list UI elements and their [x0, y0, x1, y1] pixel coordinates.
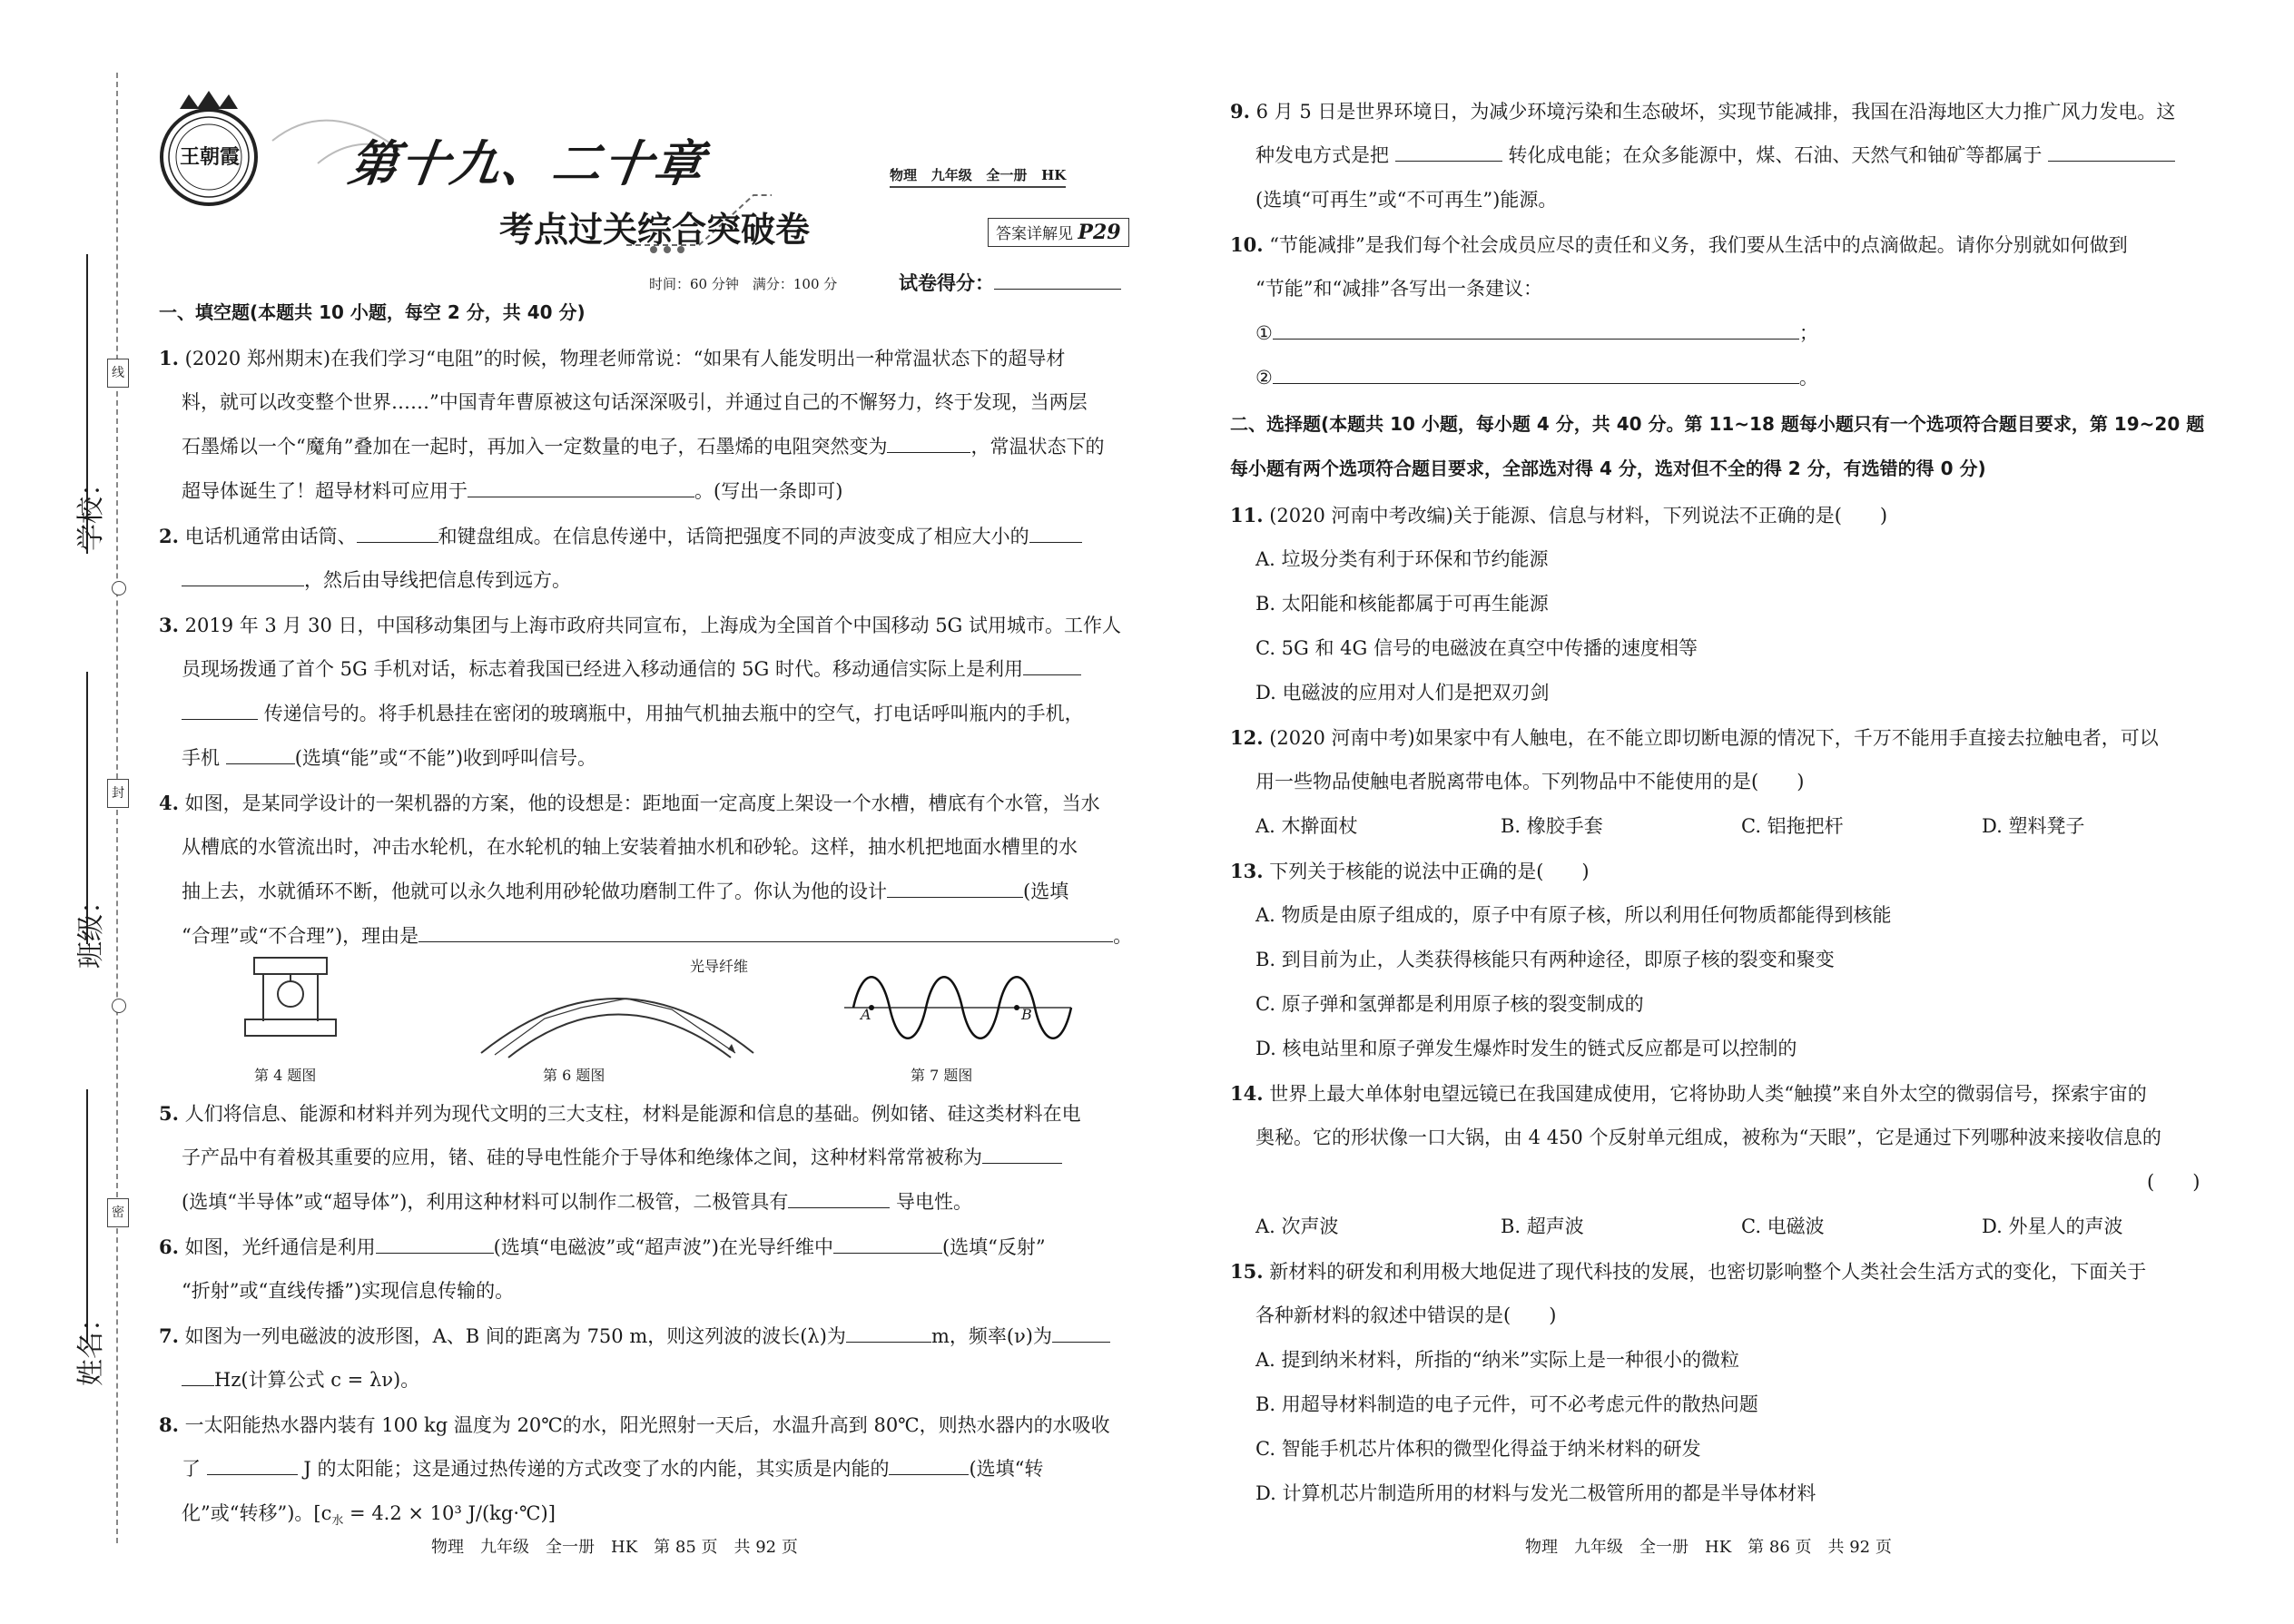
q3-line2: [182, 647, 1081, 692]
q1-line3: [182, 425, 1104, 469]
q11-option-a[interactable]: A. 垃圾分类有利于环保和节约能源: [1255, 548, 1549, 570]
q4-line3: [182, 870, 1068, 914]
q8-text-d: 化”或“转移”)。[c: [182, 1502, 332, 1524]
q2-text-b: 和键盘组成。在信息传递中，话筒把强度不同的声波变成了相应大小的: [438, 526, 1029, 547]
fig7-wave-diagram: [844, 958, 1089, 1058]
q-number: 8.: [159, 1413, 179, 1436]
q7-blank2b[interactable]: [182, 1365, 214, 1386]
q10-text-b: 。: [1798, 367, 1818, 389]
fig6-caption: 第 6 题图: [543, 1067, 605, 1084]
course-grade: 九年级: [930, 167, 972, 183]
q2: [159, 514, 1082, 559]
q1-blank2[interactable]: [468, 477, 694, 497]
q15-option-a[interactable]: A. 提到纳米材料，所指的“纳米”实际上是一种很小的微粒: [1255, 1349, 1739, 1371]
q-number: 1.: [159, 347, 179, 369]
q14-option-c[interactable]: C. 电磁波: [1741, 1216, 1825, 1237]
fig6-optical-fiber-diagram: [472, 962, 763, 1062]
q8-subscript: 水: [331, 1514, 344, 1529]
q5-text-c: 导电性。: [896, 1191, 973, 1213]
q3-line4: [182, 736, 596, 781]
q5-line2: [182, 1136, 1062, 1180]
answer-ref-text: 答案详解见: [996, 225, 1073, 243]
q7-text-b: m，频率(ν)为: [930, 1325, 1053, 1347]
q6: [159, 1225, 1046, 1270]
q9-line3: (选填“可再生”或“不可再生”)能源。: [1255, 189, 1558, 211]
q-number: 14.: [1230, 1082, 1264, 1105]
course-volume: 全一册: [986, 167, 1028, 183]
q3-line3: [182, 692, 1084, 736]
right-footer: 物理 九年级 全一册 HK 第 86 页 共 92 页: [1525, 1538, 1892, 1557]
course-subject: 物理: [890, 167, 918, 183]
q-number: 12.: [1230, 726, 1264, 749]
q9-blank1[interactable]: [1395, 141, 1502, 162]
q8-blank2[interactable]: [889, 1454, 969, 1475]
q5-line3: [182, 1180, 972, 1225]
q9: [1230, 89, 2175, 134]
q1-text-c: 超导体诞生了！超导材料可应用于: [182, 480, 468, 502]
score-label-text: 试卷得分：: [899, 271, 994, 294]
q9-text-a: 种发电方式是把: [1255, 144, 1389, 166]
q4-blank2[interactable]: [418, 921, 1113, 942]
q13-option-d[interactable]: D. 核电站里和原子弹发生爆炸时发生的链式反应都是可以控制的: [1255, 1038, 1797, 1059]
q15-option-c[interactable]: C. 智能手机芯片体积的微型化得益于纳米材料的研发: [1255, 1438, 1701, 1460]
answer-ref-page: P29: [1078, 221, 1121, 244]
chapter-title: 第十九、二十章: [345, 135, 709, 192]
time-info: 时间：60 分钟 满分：100 分: [649, 276, 838, 292]
q3-blank1b[interactable]: [182, 699, 258, 720]
q8-text-e: = 4.2 × 10³ J/(kg·℃)]: [343, 1502, 556, 1524]
q1-text-a: 石墨烯以一个“魔角”叠加在一起时，再加入一定数量的电子，石墨烯的电阻突然变为: [182, 436, 888, 458]
q13: [1230, 849, 1590, 894]
q1-line2: 料，就可以改变整个世界……”中国青年曹原被这句话深深吸引，并通过自己的不懈努力，终于发现，当两层: [182, 391, 1088, 413]
q1-blank1[interactable]: [887, 432, 970, 453]
seal-char-seal: 封: [107, 779, 129, 808]
section1-heading: 一、填空题(本题共 10 小题，每空 2 分，共 40 分): [159, 301, 586, 323]
q4-text-b: (选填: [1023, 881, 1069, 902]
q2-text-c: ，然后由导线把信息传到远方。: [304, 569, 571, 591]
q1-text-b: ，常温状态下的: [970, 436, 1105, 458]
school-label: 学校：: [75, 469, 107, 551]
q12-option-a[interactable]: A. 木擀面杖: [1255, 815, 1358, 837]
q1-line1: (2020 郑州期末)在我们学习“电阻”的时候，物理老师常说：“如果有人能发明出一种常温状态下的超导材: [184, 348, 1066, 369]
seal-char-line: 线: [107, 359, 129, 388]
seal-char-secret: 密: [107, 1198, 129, 1227]
q15-option-d[interactable]: D. 计算机芯片制造所用的材料与发光二极管所用的都是半导体材料: [1255, 1482, 1816, 1504]
q4-text-d: 。: [1113, 925, 1133, 947]
q11-option-c[interactable]: C. 5G 和 4G 信号的电磁波在真空中传播的速度相等: [1255, 637, 1698, 659]
q9-line1: 6 月 5 日是世界环境日，为减少环境污染和生态破坏，实现节能减排，我国在沿海地区大力推广风力发电。这: [1255, 101, 2176, 123]
q3-blank1a[interactable]: [1023, 655, 1081, 675]
q2-blank2a[interactable]: [1029, 522, 1082, 543]
q6-blank2[interactable]: [833, 1233, 942, 1254]
q7: [159, 1314, 1110, 1359]
q13-stem: 下列关于核能的说法中正确的是( ): [1269, 861, 1590, 882]
q12-stem-line1: (2020 河南中考)如果家中有人触电，在不能立即切断电源的情况下，千万不能用手直接去拉触电者，可以: [1269, 727, 2159, 749]
logo-text: 王朝霞: [180, 145, 241, 169]
q3-line1: 2019 年 3 月 30 日，中国移动集团与上海市政府共同宣布，上海成为全国首个中国移动 5G 试用城市。工作人: [184, 615, 1122, 636]
score-blank[interactable]: [994, 269, 1121, 290]
q12-option-c[interactable]: C. 铝拖把杆: [1741, 815, 1844, 837]
q3-blank2[interactable]: [226, 743, 295, 764]
q4-line2: 从槽底的水管流出时，冲击水轮机，在水轮机的轴上安装着抽水机和砂轮。这样，抽水机把地面水槽里的水: [182, 836, 1078, 858]
q3-text-d: (选填“能”或“不能”)收到呼叫信号。: [294, 747, 597, 769]
q5: [159, 1091, 1081, 1137]
q9-text-b: 转化成电能；在众多能源中，煤、石油、天然气和铀矿等都属于: [1508, 144, 2043, 166]
q3: [159, 603, 1121, 648]
q6-text-c: (选填“反射”: [941, 1236, 1046, 1258]
q4-text-c: “合理”或“不合理”)，理由是: [182, 925, 419, 947]
q11: [1230, 493, 1887, 538]
q7-blank2a[interactable]: [1052, 1322, 1110, 1343]
q-number: 2.: [159, 525, 179, 547]
q6-text-a: 如图，光纤通信是利用: [184, 1236, 376, 1258]
answer-reference: [988, 218, 1129, 247]
q15-option-b[interactable]: B. 用超导材料制造的电子元件，可不必考虑元件的散热问题: [1255, 1393, 1758, 1415]
fig7-point-a: A: [861, 1006, 871, 1023]
brand-logo: [154, 89, 263, 212]
q4-blank1[interactable]: [887, 877, 1023, 898]
q8-text-b: J 的太阳能；这是通过热传递的方式改变了水的内能，其实质是内能的: [303, 1458, 890, 1480]
q6-blank1[interactable]: [376, 1233, 494, 1254]
q6-text-b: (选填“电磁波”或“超声波”)在光导纤维中: [493, 1236, 833, 1258]
q5-text-a: 子产品中有着极其重要的应用，锗、硅的导电性能介于导体和绝缘体之间，这种材料常常被称为: [182, 1147, 982, 1168]
q14: [1230, 1071, 2147, 1117]
q7-text-a: 如图为一列电磁波的波形图，A、B 间的距离为 750 m，则这列波的波长(λ)为: [184, 1325, 846, 1347]
q13-option-c[interactable]: C. 原子弹和氢弹都是利用原子核的裂变制成的: [1255, 993, 1644, 1015]
q-number: 7.: [159, 1324, 179, 1347]
q-number: 15.: [1230, 1260, 1264, 1283]
q5-blank2[interactable]: [788, 1187, 890, 1208]
q14-option-a[interactable]: A. 次声波: [1255, 1216, 1339, 1237]
q3-text-a: 员现场拨通了首个 5G 手机对话，标志着我国已经进入移动通信的 5G 时代。移动通信实际上是利用: [182, 658, 1023, 680]
q10-mark1: ①: [1255, 322, 1273, 344]
q15-stem-line1: 新材料的研发和利用极大地促进了现代科技的发展，也密切影响整个人类社会生活方式的变化，下面关于: [1269, 1261, 2147, 1283]
q-number: 9.: [1230, 100, 1250, 123]
q-number: 10.: [1230, 233, 1264, 256]
q15-stem-line2: 各种新材料的叙述中错误的是( ): [1255, 1304, 1557, 1326]
q-number: 13.: [1230, 860, 1264, 882]
left-page: [118, 0, 1153, 1624]
q12: [1230, 715, 2159, 761]
fig7-point-b: B: [1021, 1006, 1032, 1023]
section2-heading: 二、选择题(本题共 10 小题，每小题 4 分，共 40 分。第 11~18 题每小题只有一个选项符合题目要求，第 19~20 题: [1230, 413, 2205, 435]
q-number: 5.: [159, 1102, 179, 1125]
q3-text-b: 传递信号的。将手机悬挂在密闭的玻璃瓶中，用抽气机抽去瓶中的空气，打电话呼叫瓶内的手机，: [263, 703, 1084, 724]
q10-text-a: ；: [1798, 322, 1818, 344]
q8-line2: [182, 1447, 1043, 1491]
exam-subtitle: 考点过关综合突破卷: [499, 210, 811, 250]
q-number: 11.: [1230, 504, 1264, 527]
q5-line1: 人们将信息、能源和材料并列为现代文明的三大支柱，材料是能源和信息的基础。例如锗、硅这类材料在电: [184, 1103, 1081, 1125]
course-tag: [890, 165, 1066, 188]
q14-stem-line2: 奥秘。它的形状像一口大锅，由 4 450 个反射单元组成，被称为“天眼”，它是通过下列哪种波来接收信息的: [1255, 1127, 2161, 1148]
q-number: 4.: [159, 792, 179, 814]
q11-option-d[interactable]: D. 电磁波的应用对人们是把双刃剑: [1255, 682, 1550, 704]
q7-line2: [182, 1358, 419, 1403]
q10-line1: “节能减排”是我们每个社会成员应尽的责任和义务，我们要从生活中的点滴做起。请你分别就如何做到: [1269, 234, 2128, 256]
q2-blank1[interactable]: [357, 522, 438, 543]
q11-stem: (2020 河南中考改编)关于能源、信息与材料，下列说法不正确的是( ): [1269, 505, 1888, 527]
q7-blank1[interactable]: [846, 1322, 931, 1343]
q11-option-b[interactable]: B. 太阳能和核能都属于可再生能源: [1255, 593, 1549, 615]
fig7-caption: 第 7 题图: [911, 1067, 973, 1084]
q10-line2: “节能”和“减排”各写出一条建议：: [1255, 278, 1542, 300]
fig4-machine-diagram: [236, 940, 345, 1039]
q6-line2: “折射”或“直线传播”)实现信息传输的。: [182, 1280, 515, 1302]
q4-text-a: 抽上去，水就循环不断，他就可以永久地利用砂轮做功磨制工件了。你认为他的设计: [182, 881, 887, 902]
course-edition: HK: [1041, 167, 1067, 183]
q5-blank1[interactable]: [982, 1143, 1062, 1164]
class-label: 班级：: [75, 887, 107, 969]
q10: [1230, 222, 2128, 268]
q14-option-d[interactable]: D. 外星人的声波: [1982, 1216, 2123, 1237]
q9-line2: [1255, 133, 2175, 178]
q4: [159, 781, 1100, 826]
q8-line1: 一太阳能热水器内装有 100 kg 温度为 20℃的水，阳光照射一天后，水温升高到 80℃，则热水器内的水吸收: [184, 1414, 1110, 1436]
q2-blank2b[interactable]: [182, 566, 304, 586]
score-label: [899, 269, 1121, 296]
q7-text-c: Hz(计算公式 c = λν)。: [214, 1369, 420, 1391]
q1-text-d: 。(写出一条即可): [694, 480, 843, 502]
q-number: 6.: [159, 1235, 179, 1258]
left-footer: 物理 九年级 全一册 HK 第 85 页 共 92 页: [431, 1538, 798, 1557]
q14-stem-line1: 世界上最大单体射电望远镜已在我国建成使用，它将协助人类“触摸”来自外太空的微弱信号，探索宇宙的: [1269, 1083, 2147, 1105]
q14-option-b[interactable]: B. 超声波: [1501, 1216, 1584, 1237]
q10-blank2[interactable]: [1273, 363, 1799, 384]
q14-answer-bracket[interactable]: ( ): [2147, 1171, 2200, 1193]
q10-line3: [1255, 311, 1818, 356]
q13-option-b[interactable]: B. 到目前为止，人类获得核能只有两种途径，即原子核的裂变和聚变: [1255, 949, 1835, 970]
q-number: 3.: [159, 614, 179, 636]
fig4-caption: 第 4 题图: [254, 1067, 317, 1084]
q13-option-a[interactable]: A. 物质是由原子组成的，原子中有原子核，所以利用任何物质都能得到核能: [1255, 904, 1892, 926]
right-page: [1230, 0, 2229, 1624]
q8: [159, 1403, 1110, 1448]
q1-line4: [182, 469, 842, 514]
q12-stem-line2: 用一些物品使触电者脱离带电体。下列物品中不能使用的是( ): [1255, 771, 1805, 792]
q12-option-b[interactable]: B. 橡胶手套: [1501, 815, 1603, 837]
q10-blank1[interactable]: [1273, 319, 1799, 340]
q15: [1230, 1249, 2146, 1294]
fig6-label: 光导纤维: [690, 958, 749, 975]
name-label: 姓名：: [75, 1304, 107, 1386]
section2-heading-line2: 每小题有两个选项符合题目要求，全部选对得 4 分，选对但不全的得 2 分，有选错的得 0 分): [1230, 458, 1986, 479]
q5-text-b: (选填“半导体”或“超导体”)，利用这种材料可以制作二极管，二极管具有: [182, 1191, 789, 1213]
q8-text-a: 了: [182, 1458, 201, 1480]
q10-mark2: ②: [1255, 367, 1273, 389]
q10-line4: [1255, 356, 1818, 400]
q1: [159, 336, 1065, 381]
q2-line2: [182, 558, 571, 603]
q8-blank1[interactable]: [207, 1454, 298, 1475]
q8-text-c: (选填“转: [969, 1458, 1044, 1480]
q4-line1: 如图，是某同学设计的一架机器的方案，他的设想是：距地面一定高度上架设一个水槽，槽底有个水管，当水: [184, 792, 1100, 814]
q3-text-c: 手机: [182, 747, 220, 769]
q12-option-d[interactable]: D. 塑料凳子: [1982, 815, 2085, 837]
q2-text-a: 电话机通常由话筒、: [184, 526, 357, 547]
q9-blank2[interactable]: [2048, 141, 2175, 162]
